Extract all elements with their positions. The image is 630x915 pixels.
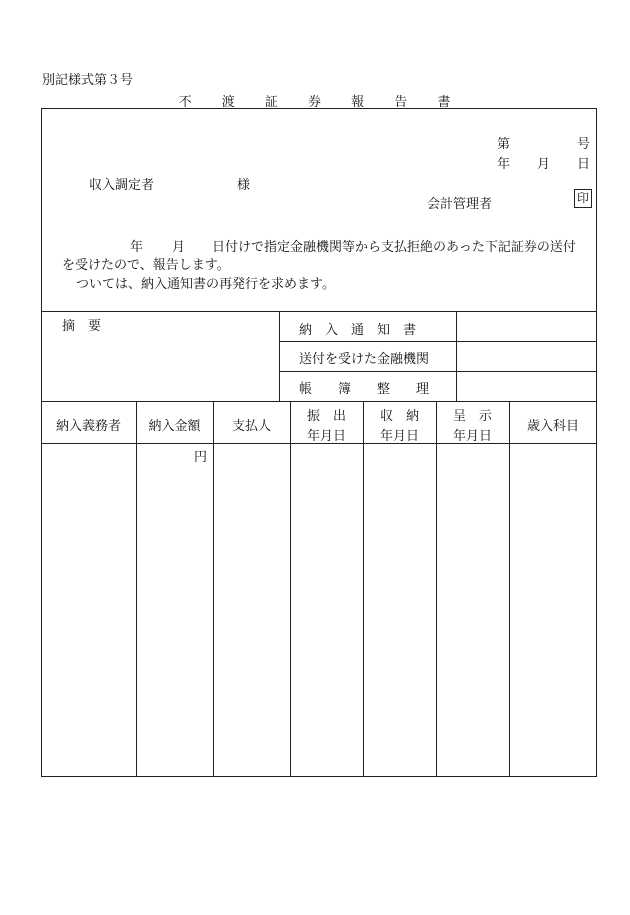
table-col-divider-2 — [213, 401, 214, 777]
summary-row-bank: 送付を受けた金融機関 — [299, 352, 430, 367]
sender: 会計管理者 — [427, 197, 493, 212]
form-number: 別記様式第３号 — [42, 73, 134, 88]
divider-summary-top — [41, 311, 597, 312]
header-payer: 納入義務者 — [55, 419, 121, 434]
summary-row-ledger: 帳 簿 整 理 — [299, 382, 430, 397]
header-presentation-line2: 年月日 — [452, 429, 492, 444]
divider-summary-vertical — [279, 311, 280, 402]
seal-box: 印 — [574, 189, 592, 208]
date-year: 年 — [497, 157, 511, 172]
summary-label: 摘 要 — [62, 319, 102, 334]
table-col-divider-3 — [290, 401, 291, 777]
number-dai: 第 — [497, 137, 511, 152]
header-issue-line1: 振 出 — [306, 409, 346, 424]
amount-unit: 円 — [194, 450, 208, 465]
divider-summary-row1 — [279, 341, 597, 342]
header-receipt-line2: 年月日 — [379, 429, 419, 444]
header-receipt-line1: 収 納 — [379, 409, 419, 424]
divider-summary-value — [456, 311, 457, 402]
body-year: 年 — [130, 240, 144, 255]
page-title: 不 渡 証 券 報 告 書 — [178, 95, 464, 110]
header-presentation-line1: 呈 示 — [452, 409, 492, 424]
table-col-divider-4 — [363, 401, 364, 777]
table-col-divider-6 — [509, 401, 510, 777]
table-col-divider-5 — [436, 401, 437, 777]
addressee: 収入調定者 — [89, 178, 155, 193]
table-col-divider-1 — [136, 401, 137, 777]
number-go: 号 — [577, 137, 591, 152]
header-amount: 納入金額 — [148, 419, 201, 434]
divider-summary-row2 — [279, 371, 597, 372]
header-issue-line2: 年月日 — [306, 429, 346, 444]
addressee-honorific: 様 — [237, 178, 251, 193]
header-revenue-item: 歳入科目 — [526, 419, 579, 434]
date-month: 月 — [537, 157, 551, 172]
header-drawer: 支払人 — [231, 419, 271, 434]
summary-row-notice: 納 入 通 知 書 — [299, 323, 417, 338]
body-month: 月 — [172, 240, 186, 255]
body-line2: を受けたので、報告します。 — [62, 258, 230, 273]
date-day: 日 — [577, 157, 591, 172]
body-line1: 日付けで指定金融機関等から支払拒絶のあった下記証券の送付 — [212, 240, 576, 255]
divider-table-top — [41, 401, 597, 402]
body-line3: ついては、納入通知書の再発行を求めます。 — [76, 277, 335, 292]
